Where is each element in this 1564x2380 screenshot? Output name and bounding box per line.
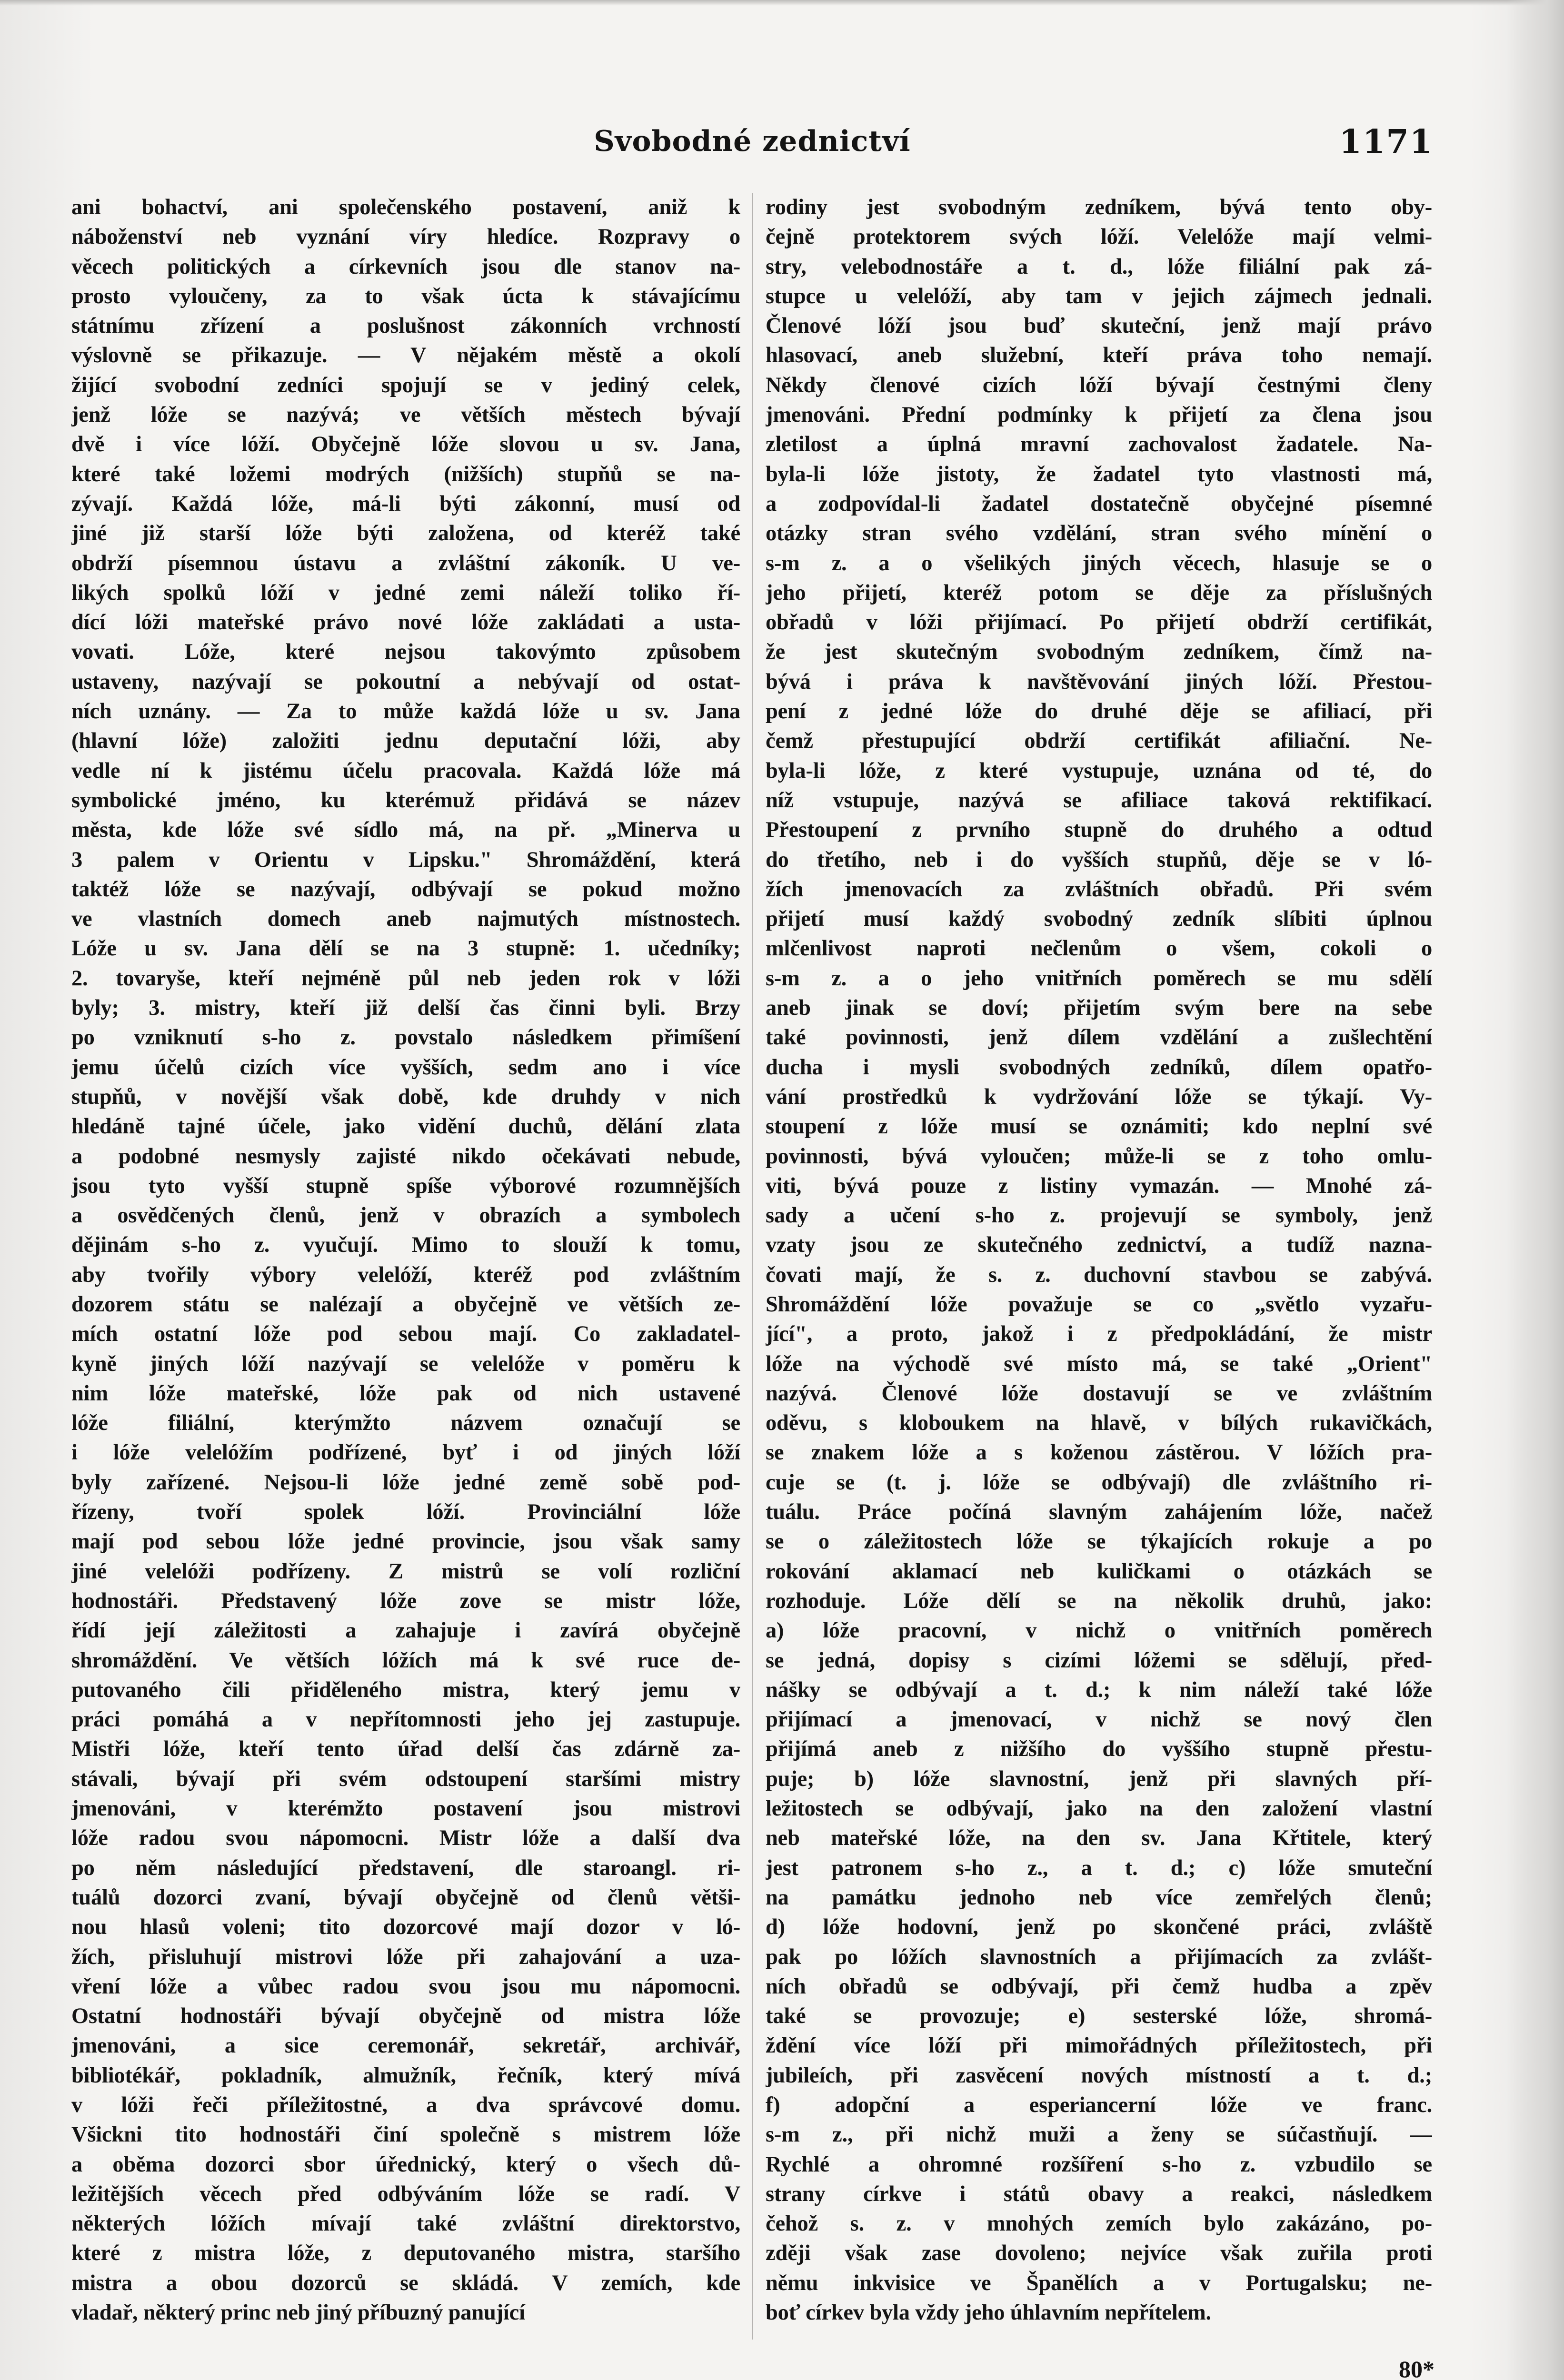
text-line: Shromáždění lóže považuje se co „světlo vyzařu-: [766, 1292, 1432, 1317]
text-line: shromáždění. Ve větších lóžích má k své ruce de-: [71, 1648, 740, 1673]
text-line: nim lóže mateřské, lóže pak od nich ustavené: [71, 1381, 740, 1406]
text-line: do třetího, neb i do vyšších stupňů, děje se v ló-: [766, 847, 1432, 872]
text-line: na památku jednoho neb více zemřelých členů;: [766, 1885, 1432, 1910]
text-line: mistra a obou dozorců se skládá. V zemích, kde: [71, 2271, 740, 2295]
text-line: ních obřadů se odbývají, při čemž hudba a zpěv: [766, 1974, 1432, 1999]
text-line: stry, velebodnostáře a t. d., lóže filiální pak zá-: [766, 254, 1432, 279]
text-line: jící", a proto, jakož i z předpokládání, že mistr: [766, 1322, 1432, 1347]
text-line: puje; b) lóže slavnostní, jenž při slavných pří-: [766, 1766, 1432, 1791]
text-line: pení z jedné lóže do druhé děje se afiliací, při: [766, 699, 1432, 724]
text-line: a podobné nesmysly zajisté nikdo očekávati nebude,: [71, 1144, 740, 1169]
text-line: Ostatní hodnostáři bývají obyčejně od mistra lóže: [71, 2004, 740, 2029]
text-line: jsou tyto vyšší stupně spíše výborové rozumnějších: [71, 1173, 740, 1198]
text-line: ducha i mysli svobodných zedníků, dílem opatřo-: [766, 1055, 1432, 1080]
text-line: taktéž lóže se nazývají, odbývají se pokud možno: [71, 877, 740, 902]
text-line: lóže na východě své místo má, se také „Orient": [766, 1351, 1432, 1376]
text-line: lóže filiální, kterýmžto názvem označují se: [71, 1411, 740, 1436]
text-line: dící lóži mateřské právo nové lóže zakládati a usta-: [71, 610, 740, 635]
text-line: byly zařízené. Nejsou-li lóže jedné země sobě pod-: [71, 1470, 740, 1495]
text-line: věcech politických a církevních jsou dle stanov na-: [71, 254, 740, 279]
text-line: čehož s. z. v mnohých zemích bylo zakázáno, po-: [766, 2211, 1432, 2236]
text-line: níž vstupuje, nazývá se afiliace taková rektifikací.: [766, 788, 1432, 813]
text-line: obřadů v lóži přijímací. Po přijetí obdrží certifikát,: [766, 610, 1432, 635]
text-line: se o záležitostech lóže se týkajících rokuje a po: [766, 1529, 1432, 1554]
text-line: města, kde lóže své sídlo má, na př. „Minerva u: [71, 818, 740, 843]
text-line: byly; 3. mistry, kteří již delší čas činni byli. Brzy: [71, 996, 740, 1021]
text-line: vání prostředků k vydržování lóže se týkají. Vy-: [766, 1084, 1432, 1109]
text-line: jmenováni. Přední podmínky k přijetí za člena jsou: [766, 403, 1432, 427]
text-line: byla-li lóže jistoty, že žadatel tyto vlastnosti má,: [766, 462, 1432, 486]
text-line: že jest skutečným svobodným zedníkem, čímž na-: [766, 640, 1432, 664]
text-line: vovati. Lóže, které nejsou takovýmto způsobem: [71, 640, 740, 664]
text-line: ani bohactví, ani společenského postavení, aniž k: [71, 195, 740, 219]
text-line: Členové lóží jsou buď skuteční, jenž mají právo: [766, 314, 1432, 338]
text-line: čemž přestupující obdrží certifikát afiliační. Ne-: [766, 729, 1432, 754]
text-line: výslovně se přikazuje. — V nějakém městě a okolí: [71, 343, 740, 368]
text-line: náboženství neb vyznání víry hledíce. Rozpravy o: [71, 225, 740, 249]
text-line: čejně protektorem svých lóží. Velelóže mají velmi-: [766, 225, 1432, 249]
text-line: rodiny jest svobodným zedníkem, bývá tento oby-: [766, 195, 1432, 219]
text-line: s-m z. a o všelikých jiných věcech, hlasuje se o: [766, 551, 1432, 575]
text-line: symbolické jméno, ku kterémuž přidává se název: [71, 788, 740, 813]
text-line: ždění více lóží při mimořádných příležitostech, při: [766, 2033, 1432, 2058]
page-number: 1171: [1339, 123, 1433, 161]
text-line: stávali, bývají při svém odstoupení staršími mistry: [71, 1766, 740, 1791]
text-line: nou hlasů voleni; tito dozorcové mají dozor v ló-: [71, 1915, 740, 1940]
text-line: oděvu, s kloboukem na hlavě, v bílých rukavičkách,: [766, 1411, 1432, 1436]
text-line: cuje se (t. j. lóže se odbývají) dle zvláštního ri-: [766, 1470, 1432, 1495]
text-line: zývají. Každá lóže, má-li býti zákonní, musí od: [71, 491, 740, 516]
text-line: jenž lóže se nazývá; ve větších městech bývají: [71, 403, 740, 427]
text-line: také se provozuje; e) sesterské lóže, shromá-: [766, 2004, 1432, 2029]
text-line: ustaveny, nazývají se pokoutní a nebývají od ostat-: [71, 669, 740, 694]
text-line: němu inkvisice ve Španělích a v Portugalsku; ne-: [766, 2271, 1432, 2295]
text-line: strany církve i států obavy a reakci, následkem: [766, 2182, 1432, 2206]
text-line: jiné velelóži podřízeny. Z mistrů se volí rozliční: [71, 1559, 740, 1584]
text-line: ve vlastních domech aneb najmutých místnostech.: [71, 907, 740, 932]
text-line: rozhoduje. Lóže dělí se na několik druhů, jako:: [766, 1588, 1432, 1613]
text-line: 3 palem v Orientu v Lipsku." Shromáždění, která: [71, 847, 740, 872]
text-line: likých spolků lóží v jedné zemi náleží toliko ří-: [71, 580, 740, 605]
text-line: d) lóže hodovní, jenž po skončené práci, zvláště: [766, 1915, 1432, 1940]
page-header: [71, 125, 1433, 168]
text-line: nášky se odbývají a t. d.; k nim náleží také lóže: [766, 1677, 1432, 1702]
text-line: boť církev byla vždy jeho úhlavním nepřítelem.: [766, 2301, 1211, 2325]
text-line: se jedná, dopisy s cizími lóžemi se sdělují, před-: [766, 1648, 1432, 1673]
text-line: dějinám s-ho z. vyučují. Mimo to slouží k tomu,: [71, 1233, 740, 1258]
text-line: i lóže velelóžím podřízené, byť i od jiných lóží: [71, 1440, 740, 1465]
text-line: hledáně tajné účele, jako vidění duchů, dělání zlata: [71, 1114, 740, 1139]
text-line: řídí její záležitosti a zahajuje i zavírá obyčejně: [71, 1618, 740, 1643]
text-line: bibliotékář, pokladník, almužník, řečník, který mívá: [71, 2063, 740, 2088]
text-line: některých lóžích mívají také zvláštní direktorstvo,: [71, 2211, 740, 2236]
text-line: jeho přijetí, kteréž potom se děje za příslušných: [766, 580, 1432, 605]
text-line: jest patronem s-ho z., a t. d.; c) lóže smuteční: [766, 1855, 1432, 1880]
text-line: s-m z. a o jeho vnitřních poměrech se mu sdělí: [766, 966, 1432, 991]
scan-edge-top: [0, 0, 1564, 6]
text-line: přijímací a jmenovací, v nichž se nový člen: [766, 1707, 1432, 1732]
text-line: jiné již starší lóže býti založena, od kteréž také: [71, 521, 740, 546]
text-line: hlasovací, aneb služební, kteří práva toho nemají.: [766, 343, 1432, 368]
text-line: Mistři lóže, kteří tento úřad delší čas zdárně za-: [71, 1737, 740, 1762]
text-line: práci pomáhá a v nepřítomnosti jeho jej zastupuje.: [71, 1707, 740, 1732]
text-line: bývá i práva k navštěvování jiných lóží. Přestou-: [766, 669, 1432, 694]
text-line: Všickni tito hodnostáři činí společně s mistrem lóže: [71, 2122, 740, 2147]
text-line: státnímu zřízení a poslušnost zákonních vrchností: [71, 314, 740, 338]
text-line: řízeny, tvoří spolek lóží. Provinciální lóže: [71, 1500, 740, 1525]
text-line: tuálů dozorci zvaní, bývají obyčejně od členů větši-: [71, 1885, 740, 1910]
text-line: také povinnosti, jenž dílem vzdělání a zušlechtění: [766, 1025, 1432, 1050]
text-line: žijící svobodní zedníci spojují se v jediný celek,: [71, 373, 740, 397]
text-line: čovati mají, že s. z. duchovní stavbou se zabývá.: [766, 1262, 1432, 1287]
text-line: vladař, některý princ neb jiný příbuzný panující: [71, 2301, 525, 2325]
text-line: 2. tovaryše, kteří nejméně půl neb jeden rok v lóži: [71, 966, 740, 991]
text-line: (hlavní lóže) založiti jednu deputační lóži, aby: [71, 729, 740, 754]
text-line: tuálu. Práce počíná slavným zahájením lóže, načež: [766, 1500, 1432, 1525]
text-line: putovaného čili přiděleného mistra, který jemu v: [71, 1677, 740, 1702]
text-line: žích jmenovacích za zvláštních obřadů. Při svém: [766, 877, 1432, 902]
text-line: žích, přisluhují mistrovi lóže při zahajování a uza-: [71, 1944, 740, 1969]
text-line: pak po lóžích slavnostních a přijímacích za zvlášt-: [766, 1944, 1432, 1969]
text-line: obdrží písemnou ústavu a zvláštní zákoník. U ve-: [71, 551, 740, 575]
text-line: viti, bývá pouze z listiny vymazán. — Mnohé zá-: [766, 1173, 1432, 1198]
text-line: a osvědčených členů, jenž v obrazích a symbolech: [71, 1203, 740, 1228]
text-line: které také ložemi modrých (nižších) stupňů se na-: [71, 462, 740, 486]
text-line: kyně jiných lóží nazývají se velelóže v poměru k: [71, 1351, 740, 1376]
text-line: ležitějších věcech před odbýváním lóže se radí. V: [71, 2182, 740, 2206]
text-line: neb mateřské lóže, na den sv. Jana Křtitele, který: [766, 1826, 1432, 1851]
text-line: nazývá. Členové lóže dostavují se ve zvláštním: [766, 1381, 1432, 1406]
text-line: otázky stran svého vzdělání, stran svého mínění o: [766, 521, 1432, 546]
text-line: které z mistra lóže, z deputovaného mistra, staršího: [71, 2241, 740, 2266]
text-line: a oběma dozorci sbor úřednický, který o všech dů-: [71, 2152, 740, 2177]
text-line: po vzniknutí s-ho z. povstalo následkem přimíšení: [71, 1025, 740, 1050]
text-line: Někdy členové cizích lóží bývají čestnými členy: [766, 373, 1432, 397]
text-line: a zodpovídal-li žadatel dostatečně obyčejné písemné: [766, 491, 1432, 516]
scan-edge-right: [1507, 0, 1564, 2380]
text-line: rokování aklamací neb kuličkami o otázkách se: [766, 1559, 1432, 1584]
text-line: mlčenlivost naproti nečlenům o všem, cokoli o: [766, 936, 1432, 961]
text-line: se znakem lóže a s koženou zástěrou. V lóžích pra-: [766, 1440, 1432, 1465]
text-line: stupce u velelóží, aby tam v jejich zájmech jednali.: [766, 284, 1432, 308]
text-line: prosto vyloučeny, za to však úcta k stávajícímu: [71, 284, 740, 308]
text-line: vření lóže a vůbec radou svou jsou mu nápomocni.: [71, 1974, 740, 1999]
text-line: jemu účelů cizích více vyšších, sedm ano i více: [71, 1055, 740, 1080]
text-line: ních uznány. — Za to může každá lóže u sv. Jana: [71, 699, 740, 724]
text-line: jmenováni, v kterémžto postavení jsou mistrovi: [71, 1796, 740, 1821]
text-line: mích ostatní lóže pod sebou mají. Co zakladatel-: [71, 1322, 740, 1347]
text-line: a) lóže pracovní, v nichž o vnitřních poměrech: [766, 1618, 1432, 1643]
text-line: mají pod sebou lóže jedné provincie, jsou však samy: [71, 1529, 740, 1554]
signature-mark: 80*: [1399, 2356, 1434, 2380]
text-line: Přestoupení z prvního stupně do druhého a odtud: [766, 818, 1432, 843]
text-line: aby tvořily výbory velelóží, kteréž pod zvláštním: [71, 1262, 740, 1287]
text-line: byla-li lóže, z které vystupuje, uznána od té, do: [766, 758, 1432, 783]
text-line: lóže radou svou nápomocni. Mistr lóže a další dva: [71, 1826, 740, 1851]
text-line: Rychlé a ohromné rozšíření s-ho z. vzbudilo se: [766, 2152, 1432, 2177]
text-line: vzaty jsou ze skutečného zednictví, a tudíž nazna-: [766, 1233, 1432, 1258]
text-line: zději však zase dovoleno; nejvíce však zuřila proti: [766, 2241, 1432, 2266]
text-line: jubileích, při zasvěcení nových místností a t. d.;: [766, 2063, 1432, 2088]
text-line: povinnosti, bývá vyloučen; může-li se z toho omlu-: [766, 1144, 1432, 1169]
text-line: jmenováni, a sice ceremonář, sekretář, archivář,: [71, 2033, 740, 2058]
text-line: sady a učení s-ho z. projevují se symboly, jenž: [766, 1203, 1432, 1228]
left-text-column: [71, 193, 740, 2344]
text-line: v lóži řeči příležitostné, a dva správcové domu.: [71, 2093, 740, 2117]
text-line: vedle ní k jistému účelu pracovala. Každá lóže má: [71, 758, 740, 783]
text-line: stupňů, v novější však době, kde druhdy v nich: [71, 1084, 740, 1109]
text-line: zletilost a úplná mravní zachovalost žadatele. Na-: [766, 432, 1432, 457]
text-line: stoupení z lóže musí se oznámiti; kdo neplní své: [766, 1114, 1432, 1139]
text-line: přijetí musí každý svobodný zedník slíbiti úplnou: [766, 907, 1432, 932]
text-line: dvě i více lóží. Obyčejně lóže slovou u sv. Jana,: [71, 432, 740, 457]
right-text-column: [766, 193, 1432, 2344]
text-line: aneb jinak se doví; přijetím svým bere na sebe: [766, 996, 1432, 1021]
text-line: hodnostáři. Představený lóže zove se mistr lóže,: [71, 1588, 740, 1613]
column-divider: [752, 193, 753, 2340]
text-line: f) adopční a esperiancerní lóže ve franc.: [766, 2093, 1432, 2117]
text-line: dozorem státu se nalézají a obyčejně ve větších ze-: [71, 1292, 740, 1317]
running-title: Svobodné zednictví: [594, 125, 911, 158]
text-line: ležitostech se odbývají, jako na den založení vlastní: [766, 1796, 1432, 1821]
text-line: Lóže u sv. Jana dělí se na 3 stupně: 1. učedníky;: [71, 936, 740, 961]
text-line: s-m z., při nichž muži a ženy se súčastňují. —: [766, 2122, 1432, 2147]
text-line: přijímá aneb z nižšího do vyššího stupně přestu-: [766, 1737, 1432, 1762]
text-line: po něm následující představení, dle staroangl. ri-: [71, 1855, 740, 1880]
